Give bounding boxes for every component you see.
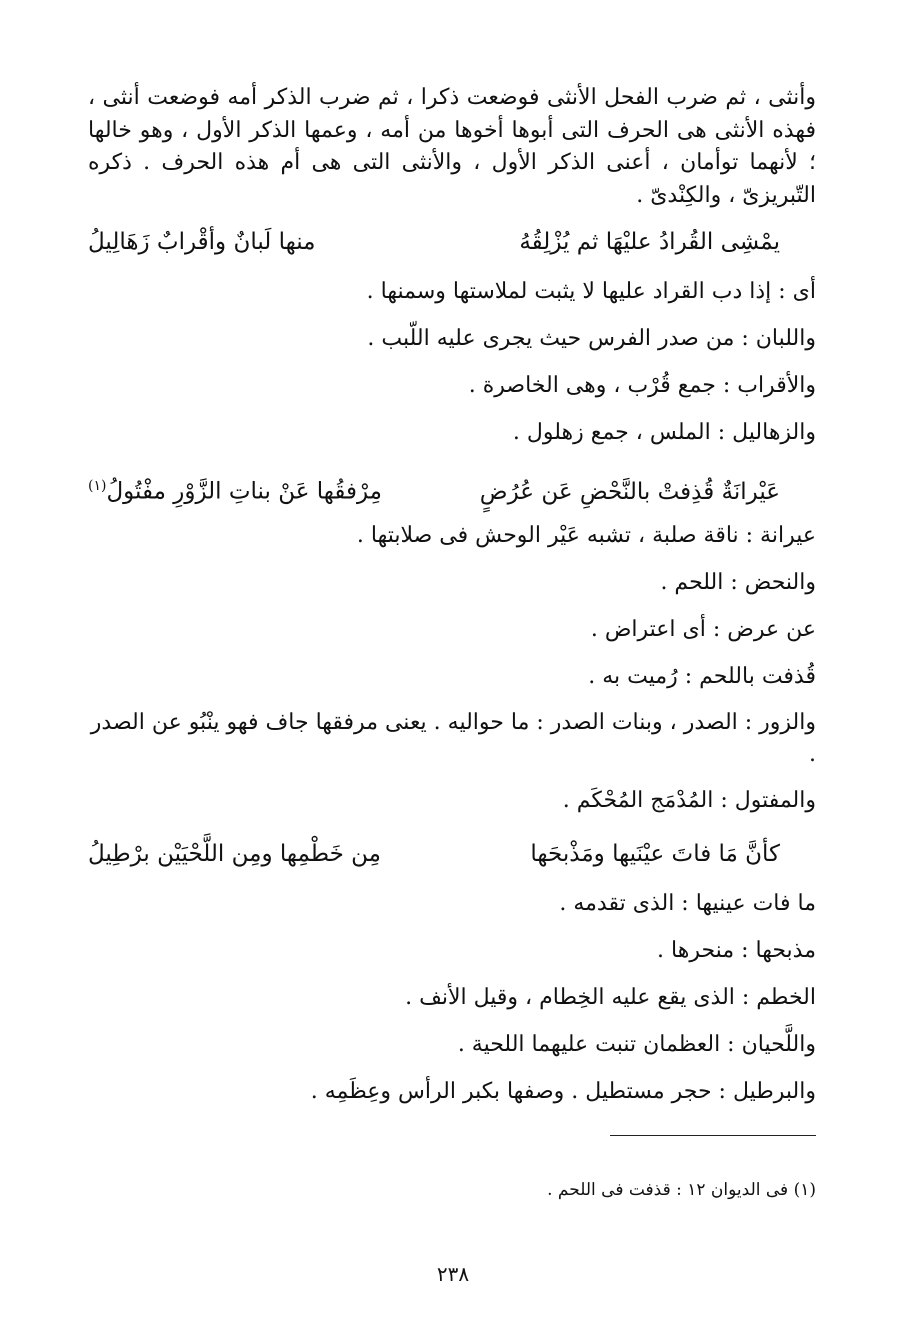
gloss-line: واللبان : من صدر الفرس حيث يجرى عليه اللّبب . (367, 326, 816, 351)
zawr-gloss: والزور : الصدر ، وبنات الصدر : ما حواليه . يعنى مرفقها جاف فهو ينْبُو عن الصدر . (90, 710, 816, 767)
page-number: ٢٣٨ (436, 1262, 470, 1286)
gloss-line: الخطم : الذى يقع عليه الخِطام ، وقيل الأنف . (405, 985, 816, 1010)
intro-paragraph: وأنثى ، ثم ضرب الفحل الأنثى فوضعت ذكرا ، ثم ضرب الذكر أمه فوضعت أنثى ، فهذه الأنثى هى الحرف التى أبوها أخوها من أمه ، وعمها الذكر الأول ، وهو خالها ؛ لأنهما توأمان ، أعنى الذكر الأول ، والأنثى التى هى أم هذه الحرف . ذكره التّبريزىّ ، والكِنْدىّ . (88, 85, 816, 208)
verse-3-first-hemistich: كأنَّ مَا فاتَ عيْنَيها ومَذْبحَها (530, 841, 780, 867)
footnote-marker: (١) (88, 478, 107, 494)
verse-1 (88, 218, 816, 266)
footnote: (١) فى الديوان ١٢ : قذفت فى اللحم . (547, 1180, 816, 1200)
gloss-line: عن عرض : أى اعتراض . (590, 617, 816, 642)
verse-1-first-hemistich: يمْشِى القُرادُ عليْهَا ثم يُزْلِقُهُ (519, 229, 780, 255)
page-body (88, 82, 816, 1115)
verse-1-second-hemistich: منها لَبانٌ وأقْرابٌ زَهَالِيلُ (88, 229, 316, 255)
gloss-line: والزهاليل : الملس ، جمع زهلول . (512, 420, 816, 445)
maftul-gloss: والمفتول : المُدْمَج المُحْكَم . (562, 788, 816, 813)
verse-2 (88, 462, 816, 510)
verse-2-second-hemistich-wrap (88, 462, 382, 516)
verse-2-second-hemistich: مِرْفقُها عَنْ بناتِ الزَّوْرِ مفْتُولُ (106, 478, 382, 505)
gloss-line: قُذفت باللحم : رُميت به . (588, 664, 816, 689)
gloss-line: مذبحها : منحرها . (657, 938, 816, 963)
gloss-line: والبرطيل : حجر مستطيل . وصفها بكبر الرأس وعِظَمِه . (310, 1079, 816, 1104)
verse-3-second-hemistich: مِن خَطْمِها ومِن اللَّحْيَيْن برْطِيلُ (88, 841, 382, 867)
verse-2-first-hemistich: عَيْرانَةٌ قُذِفتْ بالنَّحْضِ عَن عُرُضٍ (479, 478, 780, 505)
gloss-line: ما فات عينيها : الذى تقدمه . (559, 891, 816, 916)
gloss-line: والنحض : اللحم . (660, 570, 816, 595)
gloss-line: عيرانة : ناقة صلبة ، تشبه عَيْر الوحش فى صلابتها . (356, 523, 816, 548)
footnote-divider (610, 1135, 816, 1136)
gloss-line: واللَّحيان : العظمان تنبت عليهما اللحية . (457, 1032, 816, 1057)
gloss-line: أى : إذا دب القراد عليها لا يثبت لملاستها وسمنها . (366, 279, 816, 304)
gloss-line: والأقراب : جمع قُرْب ، وهى الخاصرة . (468, 373, 816, 398)
verse-3 (88, 830, 816, 878)
